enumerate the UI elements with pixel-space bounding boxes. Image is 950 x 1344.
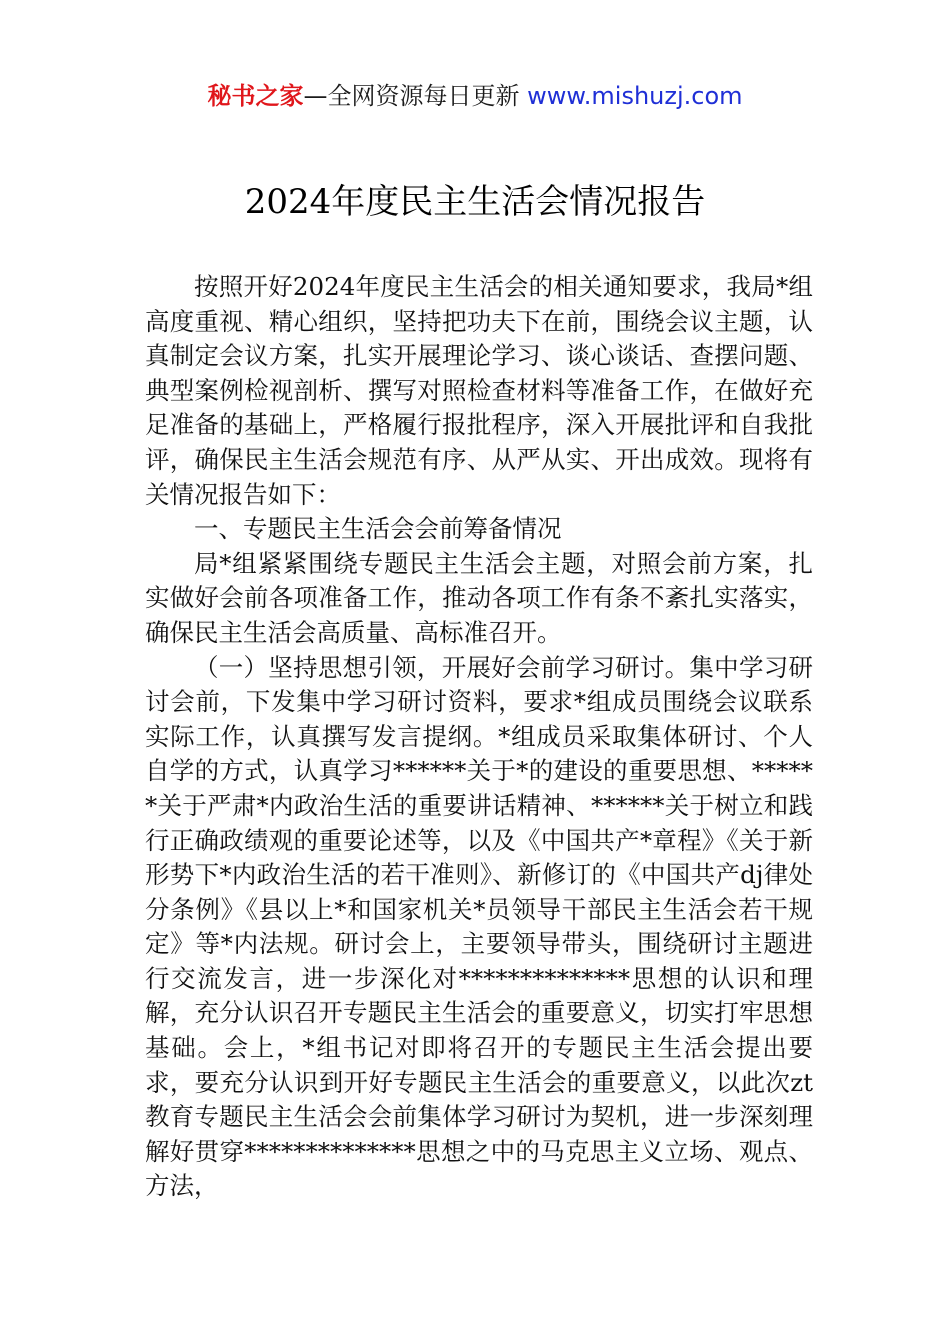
- site-url[interactable]: www.mishuzj.com: [527, 82, 743, 110]
- section-heading: 一、专题民主生活会会前筹备情况: [194, 514, 562, 544]
- body-paragraph: 按照开好2024年度民主生活会的相关通知要求，我局*组高度重视、精心组织，坚持把功夫下在前，围绕会议主题，认真制定会议方案，扎实开展理论学习、谈心谈话、查摆问题、典型案例检视剖析、撰写对照检查材料等准备工作，在做好充足准备的基础上，严格履行报批程序，深入开展批评和自我批评，确保民主生活会规范有序、从严从实、开出成效。现将有关情况报告如下：: [145, 272, 813, 509]
- body-paragraph: （一）坚持思想引领，开展好会前学习研讨。集中学习研讨会前，下发集中学习研讨资料，要求*组成员围绕会议联系实际工作，认真撰写发言提纲。*组成员采取集体研讨、个人自学的方式，认真学习******关于*的建设的重要思想、******关于严肃*内政治生活的重要讲话精神、******关于树立和践行正确政绩观的重要论述等，以及《中国共产*章程》《关于新形势下*内政治生活的若干准则》、新修订的《中国共产dj律处分条例》《县以上*和国家机关*员领导干部民主生活会若干规定》等*内法规。研讨会上，主要领导带头，围绕研讨主题进行交流发言，进一步深化对**************思想的认识和理解，充分认识召开专题民主生活会的重要意义，切实打牢思想基础。会上，*组书记对即将召开的专题民主生活会提出要求，要充分认识到开好专题民主生活会的重要意义，以此次zt教育专题民主生活会会前集体学习研讨为契机，进一步深刻理解好贯穿**************思想之中的马克思主义立场、观点、方法，: [145, 652, 813, 1201]
- document-title: 2024年度民主生活会情况报告: [244, 182, 706, 222]
- site-brand: 秘书之家: [207, 82, 304, 110]
- site-tagline: —全网资源每日更新: [303, 82, 520, 110]
- site-header: [0, 80, 950, 112]
- body-paragraph: 局*组紧紧围绕专题民主生活会主题，对照会前方案，扎实做好会前各项准备工作，推动各项工作有条不紊扎实落实，确保民主生活会高质量、高标准召开。: [145, 548, 813, 647]
- document-body: [145, 270, 813, 1204]
